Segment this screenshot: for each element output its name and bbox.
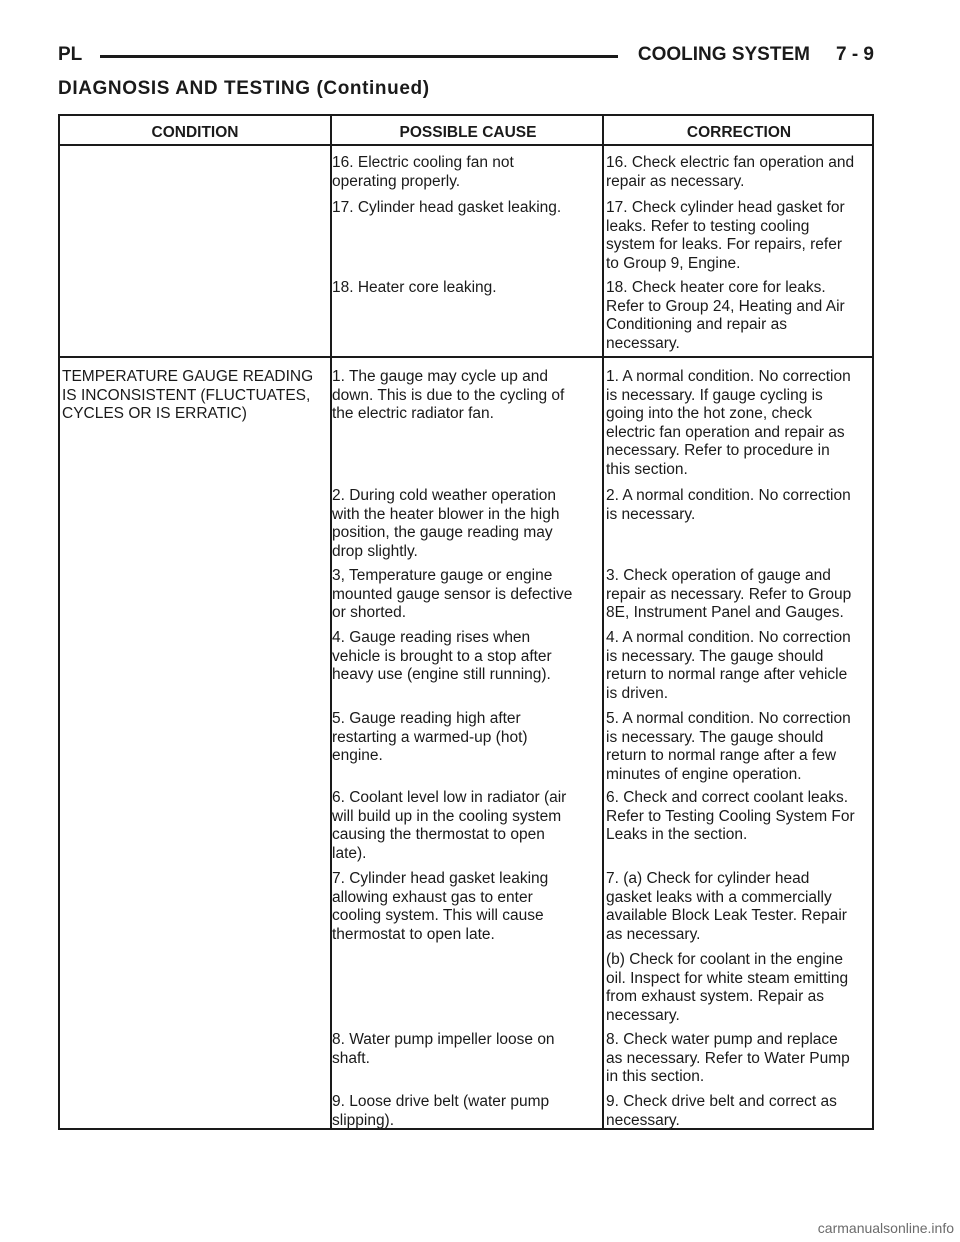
column-header-possible-cause: POSSIBLE CAUSE — [399, 124, 537, 141]
correction-cell: 7. (a) Check for cylinder head gasket leaks with a commercially available Block Leak Tester. Repair as necessary. — [606, 870, 847, 943]
correction-cell: 17. Check cylinder head gasket for leaks. Refer to testing cooling system for leaks. For repairs, refer to Group 9, Engine. — [606, 199, 845, 272]
column-header-condition: CONDITION — [151, 124, 239, 141]
watermark-url[interactable]: carmanualsonline.info — [817, 1220, 954, 1236]
condition-cell: TEMPERATURE GAUGE READING IS INCONSISTENT (FLUCTUATES, CYCLES OR IS ERRATIC) — [62, 368, 314, 422]
cause-cell: 6. Coolant level low in radiator (air will build up in the cooling system causing the thermostat to open late). — [332, 789, 567, 862]
diagnosis-table — [58, 114, 874, 1130]
table-header-row — [60, 116, 872, 146]
correction-cell: 1. A normal condition. No correction is necessary. If gauge cycling is going into the hot zone, check electric fan operation and repair as necessary. Refer to procedure in this section. — [606, 368, 851, 478]
section-title: DIAGNOSIS AND TESTING (Continued) — [58, 78, 430, 99]
cause-cell: 1. The gauge may cycle up and down. This is due to the cycling of the electric radiator fan. — [332, 368, 565, 422]
cause-cell: 16. Electric cooling fan not operating properly. — [332, 154, 514, 190]
correction-cell: 2. A normal condition. No correction is necessary. — [606, 487, 851, 523]
row-divider — [60, 356, 872, 358]
cause-cell: 8. Water pump impeller loose on shaft. — [332, 1031, 555, 1067]
cause-cell: 5. Gauge reading high after restarting a warmed-up (hot) engine. — [332, 710, 528, 764]
column-header-correction: CORRECTION — [686, 124, 792, 141]
cause-cell: 9. Loose drive belt (water pump slipping). — [332, 1093, 550, 1129]
correction-cell: 8. Check water pump and replace as necessary. Refer to Water Pump in this section. — [606, 1031, 850, 1085]
correction-cell: 5. A normal condition. No correction is necessary. The gauge should return to normal range after a few minutes of engine operation. — [606, 710, 851, 783]
correction-cell: 3. Check operation of gauge and repair as necessary. Refer to Group 8E, Instrument Panel and Gauges. — [606, 567, 852, 621]
correction-cell: 6. Check and correct coolant leaks. Refer to Testing Cooling System For Leaks in the section. — [606, 789, 855, 843]
cause-cell: 18. Heater core leaking. — [332, 279, 497, 296]
cause-cell: 3, Temperature gauge or engine mounted gauge sensor is defective or shorted. — [332, 567, 573, 621]
cause-cell: 2. During cold weather operation with the heater blower in the high position, the gauge reading may drop slightly. — [332, 487, 560, 560]
correction-cell: (b) Check for coolant in the engine oil. Inspect for white steam emitting from exhaust system. Repair as necessary. — [606, 951, 849, 1024]
correction-cell: 16. Check electric fan operation and repair as necessary. — [606, 154, 855, 190]
correction-cell: 18. Check heater core for leaks. Refer to Group 24, Heating and Air Conditioning and repair as necessary. — [606, 279, 845, 352]
cause-cell: 4. Gauge reading rises when vehicle is brought to a stop after heavy use (engine still running). — [332, 629, 552, 683]
correction-cell: 9. Check drive belt and correct as necessary. — [606, 1093, 837, 1129]
header-page-number: 7 - 9 — [835, 44, 874, 65]
cause-cell: 17. Cylinder head gasket leaking. — [332, 199, 562, 216]
cause-cell: 7. Cylinder head gasket leaking allowing exhaust gas to enter cooling system. This will cause thermostat to open late. — [332, 870, 549, 943]
correction-cell: 4. A normal condition. No correction is necessary. The gauge should return to normal range after vehicle is driven. — [606, 629, 851, 702]
header-right — [638, 44, 874, 66]
header-model-code: PL — [58, 44, 83, 65]
header-section-name: COOLING SYSTEM — [637, 44, 810, 65]
column-divider — [602, 116, 604, 1128]
header-rule — [100, 55, 618, 58]
